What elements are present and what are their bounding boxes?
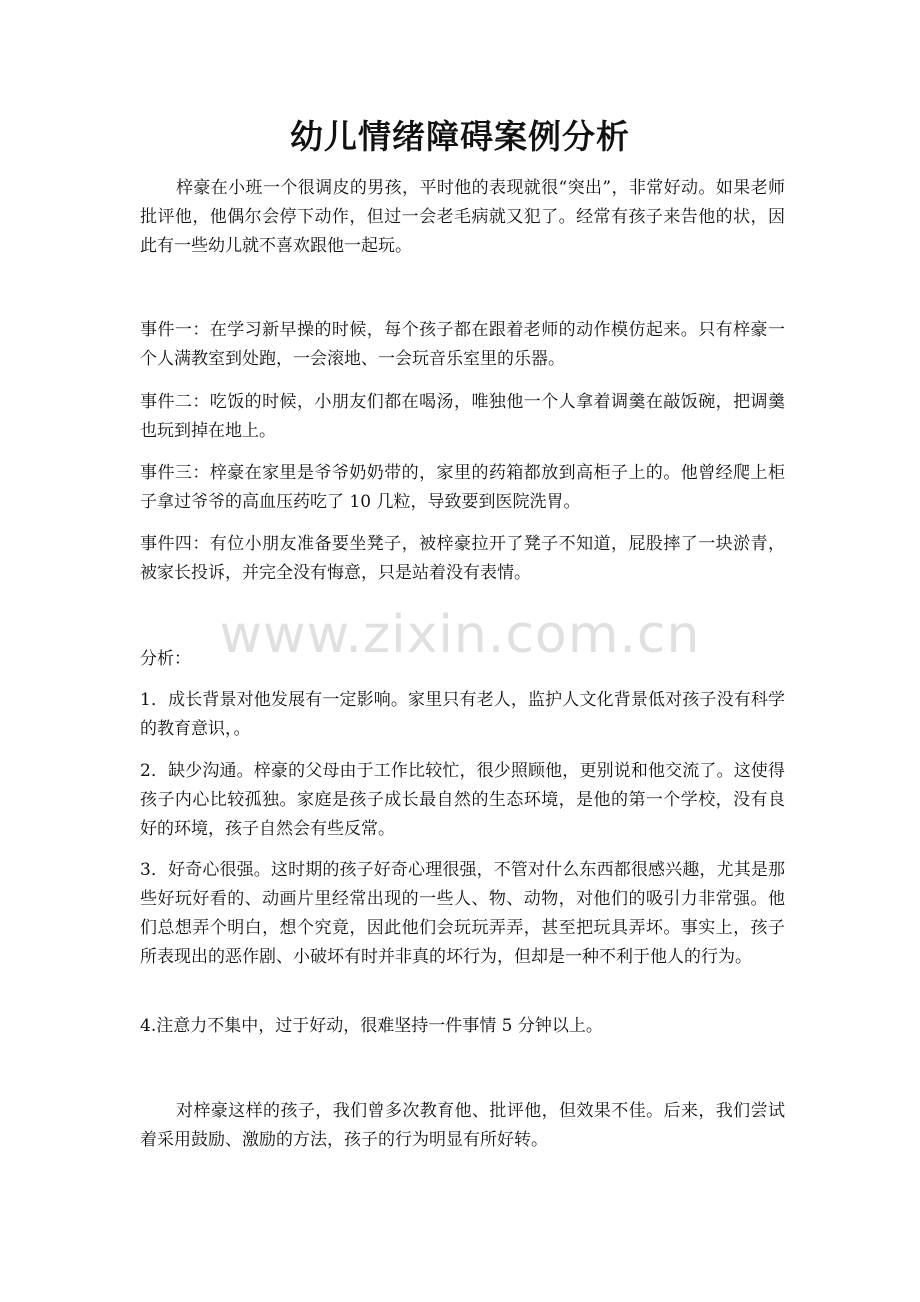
- event-paragraph-2: 事件二：吃饭的时候，小朋友们都在喝汤，唯独他一个人拿着调羹在敲饭碗，把调羹也玩到掉在地上。: [140, 392, 785, 441]
- document-title: 幼儿情绪障碍案例分析: [290, 117, 630, 156]
- analysis-heading: 分析：: [140, 649, 191, 669]
- analysis-point-4: 4.注意力不集中，过于好动，很难坚持一件事情 5 分钟以上。: [140, 1016, 603, 1036]
- event-paragraph-4: 事件四：有位小朋友准备要坐凳子，被梓豪拉开了凳子不知道，屁股摔了一块淤青，被家长投诉，并完全没有悔意，只是站着没有表情。: [140, 534, 785, 583]
- intro-paragraph: 梓豪在小班一个很调皮的男孩，平时他的表现就很“突出”，非常好动。如果老师批评他，他偶尔会停下动作，但过一会老毛病就又犯了。经常有孩子来告他的状，因此有一些幼儿就不喜欢跟他一起玩。: [140, 178, 785, 256]
- analysis-point-1: 1．成长背景对他发展有一定影响。家里只有老人，监护人文化背景低对孩子没有科学的教育意识，。: [140, 690, 785, 739]
- conclusion-paragraph: 对梓豪这样的孩子，我们曾多次教育他、批评他，但效果不佳。后来，我们尝试着采用鼓励、激励的方法，孩子的行为明显有所好转。: [140, 1101, 785, 1150]
- event-paragraph-3: 事件三：梓豪在家里是爷爷奶奶带的，家里的药箱都放到高柜子上的。他曾经爬上柜子拿过爷爷的高血压药吃了 10 几粒，导致要到医院洗胃。: [140, 463, 785, 512]
- event-paragraph-1: 事件一：在学习新早操的时候，每个孩子都在跟着老师的动作模仿起来。只有梓豪一个人满教室到处跑，一会滚地、一会玩音乐室里的乐器。: [140, 320, 785, 369]
- analysis-point-2: 2．缺少沟通。梓豪的父母由于工作比较忙，很少照顾他，更别说和他交流了。这使得孩子内心比较孤独。家庭是孩子成长最自然的生态环境，是他的第一个学校，没有良好的环境，孩子自然会有些反常。: [140, 761, 785, 839]
- analysis-point-3: 3．好奇心很强。这时期的孩子好奇心理很强，不管对什么东西都很感兴趣，尤其是那些好玩好看的、动画片里经常出现的一些人、物、动物，对他们的吸引力非常强。他们总想弄个明白，想个究竟，因此他们会玩玩弄弄，甚至把玩具弄坏。事实上，孩子所表现出的恶作剧、小破坏有时并非真的坏行为，但却是一种不利于他人的行为。: [140, 860, 785, 967]
- watermark: www.zixin.com.cn: [219, 605, 701, 665]
